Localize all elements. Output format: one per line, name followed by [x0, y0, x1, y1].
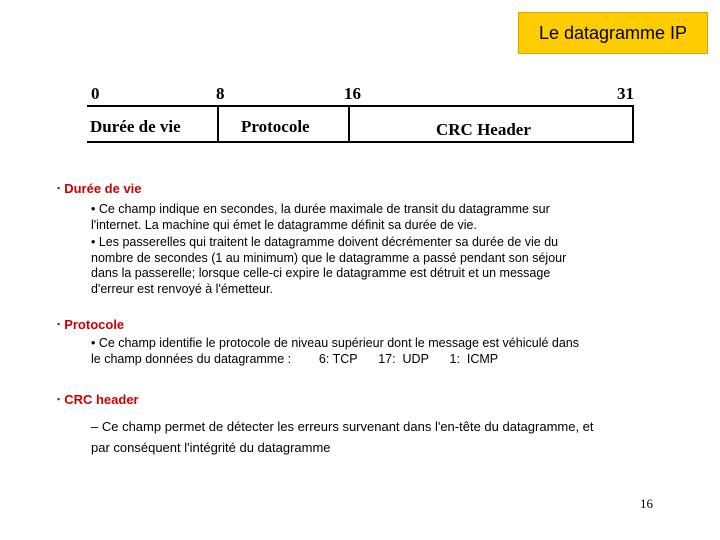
field-protocole [219, 107, 350, 141]
field-label: Protocole [241, 117, 310, 136]
bit-position-16: 16 [344, 84, 361, 103]
section-paragraph: – Ce champ permet de détecter les erreurs survenant dans l'en-tête du datagramme, et par conséquent l'intégrité du datagramme [91, 419, 594, 455]
ip-header-fields [87, 105, 634, 143]
section-paragraph: • Ce champ indique en secondes, la durée maximale de transit du datagramme sur l'internet. La machine qui émet le datagramme définit sa durée de vie. [91, 202, 550, 232]
bit-position-0: 0 [91, 84, 100, 103]
section-title-crc-header: ▪ CRC header [57, 392, 139, 407]
field-duree-de-vie [87, 107, 219, 141]
bit-position-31: 31 [617, 84, 634, 103]
section-paragraph: • Les passerelles qui traitent le datagramme doivent décrémenter sa durée de vie du nombre de secondes (1 au minimum) que le datagramme a passé pendant son séjour dans la passerelle; lorsque celle-ci expire le datagramme est détruit et un message d'erreur est renvoyé à l'émetteur. [91, 235, 567, 296]
field-label: CRC Header [436, 120, 531, 139]
bit-position-8: 8 [216, 84, 225, 103]
section-paragraph: • Ce champ identifie le protocole de niveau supérieur dont le message est véhiculé dans le champ données du datagramme : 6: TCP 17: UDP 1: ICMP [91, 336, 580, 366]
field-label: Durée de vie [90, 117, 181, 136]
section-title-protocole: ▪ Protocole [57, 317, 125, 332]
page-number: 16 [640, 496, 653, 511]
field-crc-header [350, 107, 632, 141]
section-title-duree-de-vie: ▪ Durée de vie [57, 181, 142, 196]
slide-title: Le datagramme IP [518, 12, 708, 54]
